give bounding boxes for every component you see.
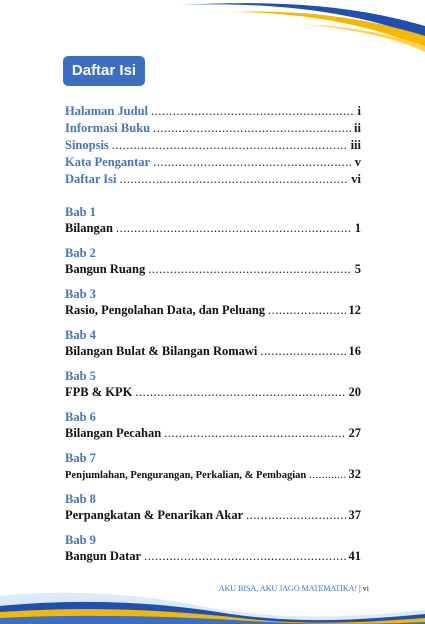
chapter-title: Bilangan Pecahan <box>65 426 162 440</box>
chapter-number: Bab 5 <box>65 369 96 383</box>
chapter-number: Bab 1 <box>65 205 96 219</box>
chapter-entry <box>65 367 361 408</box>
chapter-page: 5 <box>354 262 361 276</box>
dot-leader <box>153 155 352 170</box>
chapter-page: 1 <box>354 221 361 235</box>
chapter-number: Bab 8 <box>65 492 96 506</box>
chapter-title: Bangun Ruang <box>65 262 146 276</box>
dot-leader <box>144 549 345 564</box>
toc-entry[interactable] <box>65 172 361 189</box>
chapter-number: Bab 9 <box>65 533 96 547</box>
chapter-page: 12 <box>348 303 361 317</box>
dot-leader <box>246 508 345 523</box>
chapter-link[interactable] <box>65 426 361 443</box>
chapter-title: Bilangan Bulat & Bilangan Romawi <box>65 344 258 358</box>
chapter-entry <box>65 285 361 326</box>
toc-entry-page: i <box>357 104 361 118</box>
chapter-number: Bab 4 <box>65 328 96 342</box>
dot-leader <box>120 172 349 187</box>
chapter-page: 16 <box>348 344 361 358</box>
toc-entry-page: vi <box>351 172 361 186</box>
chapter-link[interactable] <box>65 385 361 402</box>
chapter-entry <box>65 531 361 572</box>
chapter-entry <box>65 449 361 490</box>
dot-leader <box>135 385 345 400</box>
chapter-title: Bilangan <box>65 221 113 235</box>
chapter-number: Bab 2 <box>65 246 96 260</box>
chapter-title: FPB & KPK <box>65 385 133 399</box>
toc-entry-page: iii <box>350 138 361 152</box>
toc-entry-page: v <box>354 155 361 169</box>
chapter-number: Bab 6 <box>65 410 96 424</box>
dot-leader <box>112 138 348 153</box>
chapter-entry <box>65 244 361 285</box>
footer-page-number: vi <box>362 584 369 593</box>
dot-leader <box>148 262 352 277</box>
dot-leader <box>309 470 345 481</box>
toc-entry[interactable] <box>65 104 361 121</box>
chapter-entry <box>65 203 361 244</box>
dot-leader <box>151 104 355 119</box>
chapter-page: 41 <box>348 549 361 563</box>
chapter-page: 37 <box>348 508 361 522</box>
bottom-wave-decoration <box>0 584 425 624</box>
page-title: Daftar Isi <box>63 56 145 86</box>
toc-entry-label: Daftar Isi <box>65 172 117 186</box>
toc-entry-label: Kata Pengantar <box>65 155 151 169</box>
toc-entry-page: ii <box>354 121 361 135</box>
chapter-link[interactable] <box>65 262 361 279</box>
chapter-link[interactable] <box>65 508 361 525</box>
footer-separator: | <box>359 584 361 593</box>
toc-entry-label: Informasi Buku <box>65 121 151 135</box>
front-matter-list <box>65 104 361 189</box>
chapter-link[interactable] <box>65 344 361 361</box>
chapter-title: Perpangkatan & Penarikan Akar <box>65 508 244 522</box>
chapter-link[interactable] <box>65 303 361 320</box>
chapter-title: Penjumlahan, Pengurangan, Perkalian, & Pembagian <box>65 470 307 481</box>
dot-leader <box>116 221 352 236</box>
chapter-title: Rasio, Pengolahan Data, dan Peluang <box>65 303 266 317</box>
chapter-entry <box>65 326 361 367</box>
dot-leader <box>260 344 345 359</box>
dot-leader <box>153 121 351 136</box>
chapter-list <box>65 203 361 572</box>
toc-entry-label: Halaman Judul <box>65 104 149 118</box>
chapter-number: Bab 7 <box>65 451 96 465</box>
chapter-link[interactable] <box>65 467 361 484</box>
footer-text: AKU BISA, AKU JAGO MATEMATIKA! <box>218 584 358 593</box>
chapter-link[interactable] <box>65 549 361 566</box>
chapter-page: 20 <box>348 385 361 399</box>
chapter-number: Bab 3 <box>65 287 96 301</box>
dot-leader <box>164 426 345 441</box>
dot-leader <box>268 303 345 318</box>
toc-entry[interactable] <box>65 155 361 172</box>
chapter-page: 27 <box>348 426 361 440</box>
chapter-entry <box>65 490 361 531</box>
toc-entry-label: Sinopsis <box>65 138 109 152</box>
chapter-title: Bangun Datar <box>65 549 142 563</box>
toc-entry[interactable] <box>65 138 361 155</box>
chapter-entry <box>65 408 361 449</box>
top-wave-decoration <box>0 0 425 60</box>
toc-entry[interactable] <box>65 121 361 138</box>
chapter-page: 32 <box>348 467 361 481</box>
chapter-link[interactable] <box>65 221 361 238</box>
